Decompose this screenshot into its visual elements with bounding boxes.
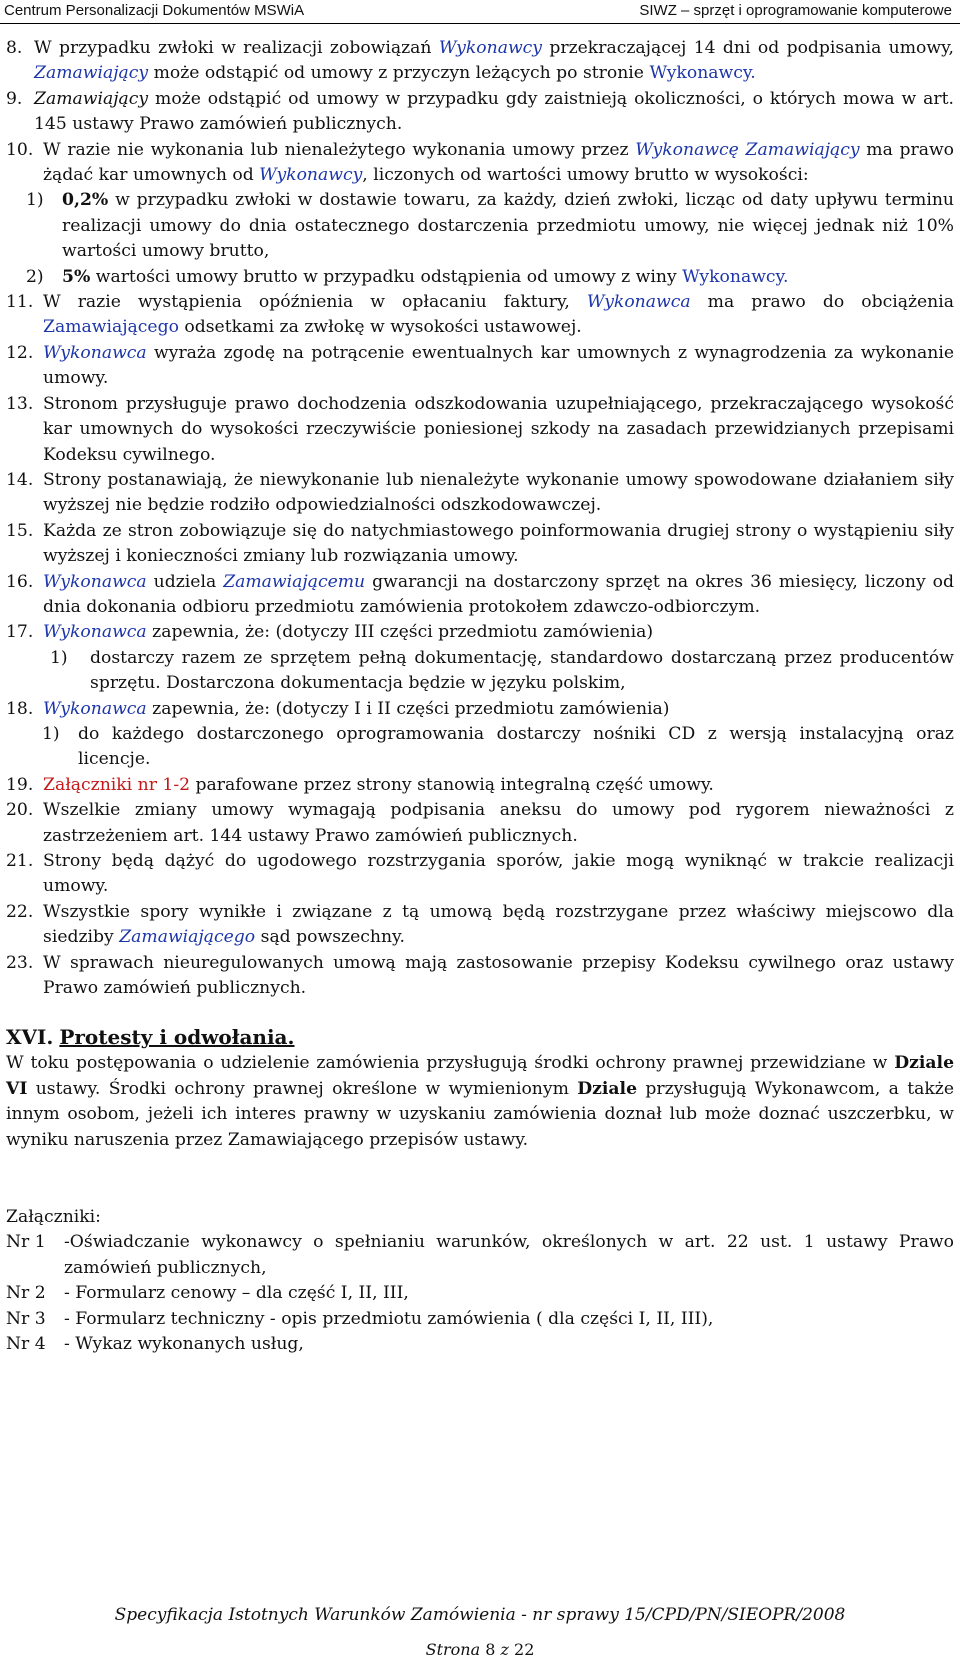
text-run: ustawy. Środki ochrony prawnej określone w wymienionym — [27, 1078, 578, 1099]
clause-13 — [6, 392, 954, 468]
clause-22 — [6, 900, 954, 951]
attachment-ref: Załączniki nr 1-2 — [43, 774, 191, 795]
clause-number: 23. — [6, 952, 34, 973]
text-run: W razie wystąpienia opóźnienia w opłacaniu faktury, — [43, 292, 587, 313]
clause-15 — [6, 519, 954, 570]
keyword: Wykonawca — [43, 571, 147, 592]
clause-text — [34, 36, 954, 87]
keyword: Zamawiającego — [119, 927, 256, 948]
footer-spec: Specyfikacja Istotnych Warunków Zamówienia - nr sprawy 15/CPD/PN/SIEOPR/2008 — [114, 1605, 846, 1625]
keyword: Wykonawcy. — [682, 266, 789, 287]
attachment-number: Nr 4 — [6, 1334, 46, 1355]
clause-number: 22. — [6, 901, 34, 922]
text-run: gwarancji na dostarczony sprzęt na okres 36 miesięcy, liczony od dnia dokonania odbioru przedmiotu zamówienia protokołem zdawczo-odbiorczym. — [43, 571, 955, 617]
sub-number: 1) — [42, 723, 60, 744]
text-run: odsetkami za zwłokę w wysokości ustawowej. — [178, 317, 582, 338]
clause-11 — [6, 290, 954, 341]
page-total: 22 — [514, 1640, 535, 1659]
sub-text — [62, 265, 954, 290]
clause-text — [43, 773, 954, 798]
clause-16 — [6, 570, 954, 621]
attachment-text: - Wykaz wykonanych usług, — [64, 1334, 304, 1355]
clause-text: Strony postanawiają, że niewykonanie lub nienależyte wykonanie umowy spowodowane działaniem siły wyższej nie będzie rodziło odpowiedzialności odszkodowawczej. — [43, 469, 954, 516]
attachment-number: Nr 3 — [6, 1308, 46, 1329]
clause-17 — [6, 620, 954, 645]
keyword: Wykonawca — [43, 698, 147, 719]
page-label: Strona — [425, 1640, 481, 1659]
text-run: Wszystkie spory wynikłe i związane z tą umową będą rozstrzygane przez właściwy miejscowo dla siedziby — [43, 901, 954, 948]
text-run: udziela — [146, 571, 224, 592]
keyword: Zamawiający — [34, 63, 149, 84]
clause-10 — [6, 138, 954, 189]
clause-number: 10. — [6, 139, 34, 160]
clause-number: 9. — [6, 88, 23, 109]
page-sep: z — [500, 1640, 509, 1659]
attachment-text: - Formularz cenowy – dla część I, II, III, — [64, 1283, 409, 1304]
header-org: Centrum Personalizacji Dokumentów MSWiA — [4, 2, 305, 19]
keyword: Wykonawcy — [259, 165, 363, 186]
keyword: Wykonawca — [586, 292, 691, 313]
keyword: Wykonawcę Zamawiający — [635, 139, 860, 160]
clause-text — [43, 900, 954, 951]
clause-17-sub-1 — [6, 646, 954, 697]
attachment-text: -Oświadczanie wykonawcy o spełnianiu warunków, określonych w art. 22 ust. 1 ustawy Prawo zamówień publicznych, — [64, 1232, 954, 1278]
section-number: XVI. — [6, 1025, 54, 1050]
clause-number: 19. — [6, 774, 34, 795]
clause-number: 13. — [6, 393, 34, 414]
sub-text: dostarczy razem ze sprzętem pełną dokumentację, standardowo dostarczaną przez producentów sprzętu. Dostarczona dokumentacja będzie w języku polskim, — [90, 647, 954, 694]
attachment-item — [6, 1230, 954, 1281]
text-run: zapewnia, że: (dotyczy I i II części przedmiotu zamówienia) — [146, 698, 670, 719]
attachment-number: Nr 2 — [6, 1283, 46, 1304]
document-body — [6, 36, 954, 1358]
clause-number: 14. — [6, 469, 34, 490]
clause-number: 16. — [6, 571, 34, 592]
clause-text: W sprawach nieuregulowanych umową mają zastosowanie przepisy Kodeksu cywilnego oraz ustawy Prawo zamówień publicznych. — [43, 952, 954, 999]
clause-text: Strony będą dążyć do ugodowego rozstrzygania sporów, jakie mogą wyniknąć w trakcie realizacji umowy. — [43, 851, 954, 897]
bold-term: Dziale — [577, 1078, 638, 1099]
page-header — [0, 0, 960, 24]
header-doc-title: SIWZ – sprzęt i oprogramowanie komputerowe — [639, 2, 952, 19]
clause-text — [43, 570, 954, 621]
clause-text — [43, 290, 954, 341]
bold-term: Dziale VI — [6, 1053, 954, 1099]
clause-text — [43, 697, 954, 722]
clause-text: Każda ze stron zobowiązuje się do natychmiastowego poinformowania drugiej strony o wystąpieniu siły wyższej i konieczności zmiany lub rozwiązania umowy. — [43, 520, 954, 567]
text-run: sąd powszechny. — [255, 927, 405, 948]
attachments-list — [6, 1230, 954, 1357]
clause-text: Wszelkie zmiany umowy wymagają podpisania aneksu do umowy pod rygorem nieważności z zastrzeżeniem art. 144 ustawy Prawo zamówień publicznych. — [43, 800, 954, 846]
clause-text — [43, 620, 954, 645]
text-run: W przypadku zwłoki w realizacji zobowiązań — [34, 38, 439, 58]
page-number — [0, 1640, 960, 1659]
page-current: 8 — [485, 1640, 496, 1659]
clause-text: Stronom przysługuje prawo dochodzenia odszkodowania uzupełniającego, przekraczającego wysokość kar umownych do wysokości rzeczywiście poniesionej szkody na zasadach przewidzianych przepisami Kodeksu cywilnego. — [43, 393, 954, 465]
clause-20 — [6, 798, 954, 849]
text-run: W toku postępowania o udzielenie zamówienia przysługują środki ochrony prawnej przewidziane w — [6, 1053, 895, 1074]
text-run: zapewnia, że: (dotyczy III części przedmiotu zamówienia) — [146, 622, 654, 643]
sub-number: 1) — [26, 190, 44, 211]
sub-text — [62, 188, 954, 264]
clause-10-sub-2 — [6, 265, 954, 290]
attachments-title: Załączniki: — [6, 1207, 101, 1228]
clause-text — [34, 87, 954, 138]
text-run: , liczonych od wartości umowy brutto w wysokości: — [362, 165, 809, 186]
text-run: ma prawo żądać kar umownych od — [43, 139, 955, 186]
clause-21 — [6, 849, 954, 900]
clause-10-sub-1 — [6, 188, 954, 264]
clause-text — [43, 138, 954, 189]
keyword: Wykonawcy — [438, 38, 542, 58]
section-title: Protesty i odwołania. — [59, 1025, 295, 1050]
attachment-number: Nr 1 — [6, 1232, 46, 1253]
keyword: Wykonawca — [43, 342, 147, 363]
clause-number: 8. — [6, 38, 23, 58]
clause-number: 11. — [6, 292, 34, 313]
clause-text — [43, 341, 954, 392]
clause-number: 15. — [6, 520, 34, 541]
clause-number: 18. — [6, 698, 34, 719]
text-run: wyraża zgodę na potrącenie ewentualnych kar umownych z wynagrodzenia za wykonanie umowy. — [43, 342, 954, 389]
text-run: parafowane przez strony stanowią integralną część umowy. — [190, 774, 714, 795]
clause-number: 17. — [6, 622, 34, 643]
clause-12 — [6, 341, 954, 392]
clause-number: 21. — [6, 851, 34, 871]
sub-text: do każdego dostarczonego oprogramowania dostarczy nośniki CD z wersją instalacyjną oraz licencje. — [78, 723, 954, 770]
clause-number: 20. — [6, 800, 34, 821]
keyword: Wykonawcy. — [649, 63, 756, 84]
attachment-item — [6, 1281, 954, 1306]
clause-number: 12. — [6, 342, 34, 363]
keyword: Zamawiający — [34, 88, 149, 109]
text-run: W razie nie wykonania lub nienależytego wykonania umowy przez — [43, 139, 636, 160]
attachment-item — [6, 1332, 954, 1357]
clause-23 — [6, 951, 954, 1002]
clause-8 — [6, 36, 954, 87]
text-run: przekraczającej 14 dni od podpisania umowy, — [542, 38, 954, 58]
penalty-rate: 0,2% — [62, 190, 109, 211]
keyword: Wykonawca — [43, 622, 147, 643]
sub-number: 1) — [50, 647, 68, 668]
section-heading — [6, 1023, 954, 1051]
text-run: ma prawo do obciążenia — [690, 292, 954, 313]
clause-14 — [6, 468, 954, 519]
keyword: Zamawiającemu — [223, 571, 366, 592]
text-run: przysługują Wykonawcom, a także innym osobom, jeżeli ich interes prawny w uzyskaniu zamówienia doznał lub może doznać uszczerbku, w wyniku naruszenia przez Zamawiającego przepisów ustawy. — [6, 1078, 954, 1150]
text-run: może odstąpić od umowy z przyczyn leżących po stronie — [148, 63, 650, 84]
clause-9 — [6, 87, 954, 138]
clause-19 — [6, 773, 954, 798]
penalty-rate: 5% — [62, 266, 91, 287]
attachment-text: - Formularz techniczny - opis przedmiotu zamówienia ( dla części I, II, III), — [64, 1308, 714, 1329]
text-run: w przypadku zwłoki w dostawie towaru, za każdy, dzień zwłoki, licząc od daty upływu terminu realizacji umowy do dnia ostatecznego dostarczenia przedmiotu umowy, nie więcej jednak niż 10% wartości umowy brutto, — [62, 190, 954, 262]
section-paragraph — [6, 1051, 954, 1153]
sub-number: 2) — [26, 266, 44, 287]
keyword: Zamawiającego — [43, 317, 179, 338]
clause-18-sub-1 — [6, 722, 954, 773]
text-run: wartości umowy brutto w przypadku odstąpienia od umowy z winy — [90, 266, 683, 287]
clause-18 — [6, 697, 954, 722]
attachment-item — [6, 1307, 954, 1332]
text-run: może odstąpić od umowy w przypadku gdy zaistnieją okoliczności, o których mowa w art. 145 ustawy Prawo zamówień publicznych. — [34, 88, 954, 135]
